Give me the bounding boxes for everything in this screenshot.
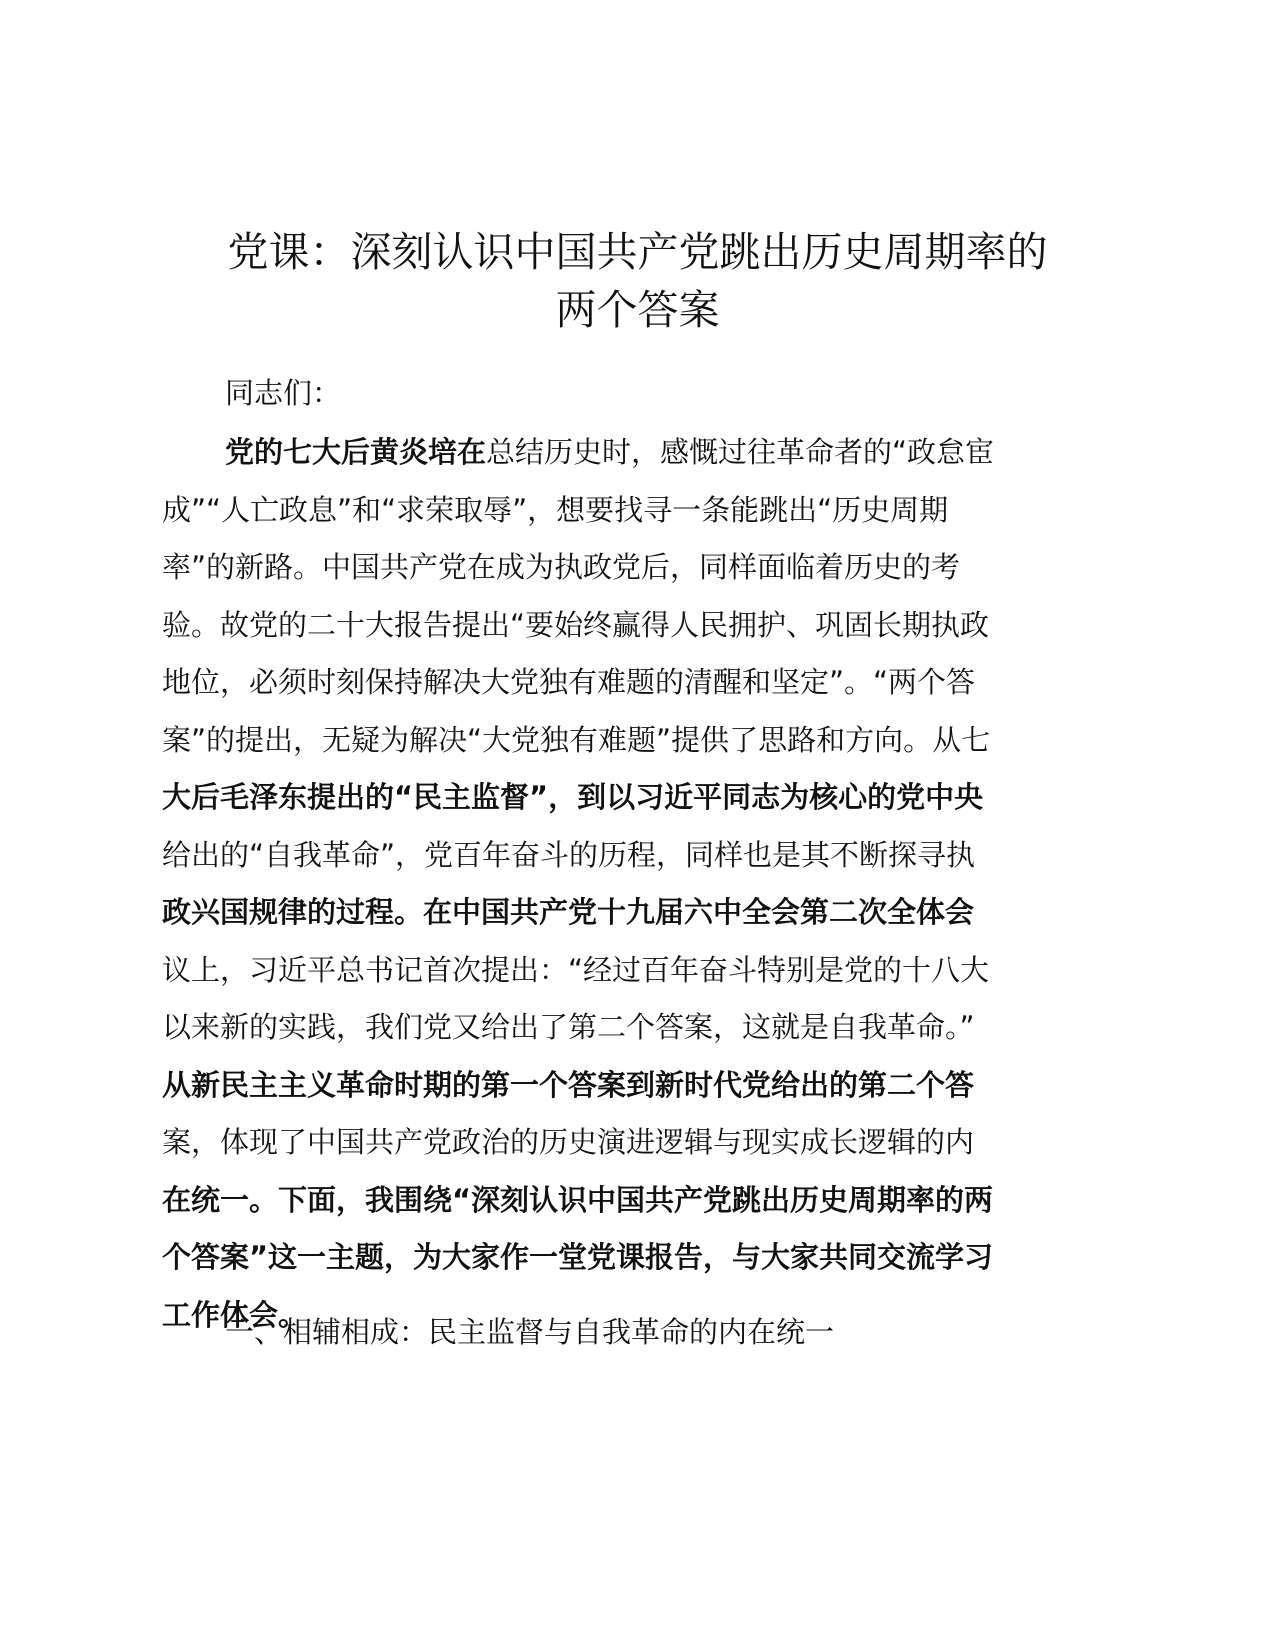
paragraph-line: 以来新的实践，我们党又给出了第二个答案，这就是自我革命。” bbox=[162, 1010, 975, 1044]
paragraph-line: 从新民主主义革命时期的第一个答案到新时代党给出的第二个答 bbox=[162, 1067, 975, 1102]
paragraph-line: 大后毛泽东提出的“民主监督”，到以习近平同志为核心的党中央 bbox=[162, 780, 984, 814]
section-heading: 一、相辅相成：民主监督与自我革命的内在统一 bbox=[225, 1315, 835, 1349]
greeting: 同志们： bbox=[225, 376, 342, 410]
paragraph-line: 个答案”这一主题，为大家作一堂党课报告，与大家共同交流学习 bbox=[162, 1240, 994, 1274]
paragraph-line: 率”的新路。中国共产党在成为执政党后，同样面临着历史的考 bbox=[162, 550, 961, 584]
paragraph-line: 政兴国规律的过程。在中国共产党十九届六中全会第二次全体会 bbox=[162, 895, 975, 929]
paragraph-line: 案”的提出，无疑为解决“大党独有难题”提供了思路和方向。从七 bbox=[162, 722, 991, 757]
paragraph-line: 地位，必须时刻保持解决大党独有难题的清醒和坚定”。“两个答 bbox=[162, 665, 976, 699]
paragraph-line: 党的七大后黄炎培在总结历史时，感慨过往革命者的“政怠宦 bbox=[225, 435, 995, 469]
paragraph-line: 议上，习近平总书记首次提出：“经过百年奋斗特别是党的十八大 bbox=[162, 952, 990, 987]
paragraph-line: 给出的“自我革命”，党百年奋斗的历程，同样也是其不断探寻执 bbox=[162, 837, 976, 872]
paragraph-line: 验。故党的二十大报告提出“要始终赢得人民拥护、巩固长期执政 bbox=[162, 607, 990, 642]
document-title-line-2: 两个答案 bbox=[555, 286, 720, 334]
paragraph-line: 工作体会。 bbox=[162, 1297, 308, 1332]
paragraph-line: 案，体现了中国共产党政治的历史演进逻辑与现实成长逻辑的内 bbox=[162, 1125, 975, 1159]
document-title-line-1: 党课：深刻认识中国共产党跳出历史周期率的 bbox=[227, 228, 1048, 276]
paragraph-line: 在统一。下面，我围绕“深刻认识中国共产党跳出历史周期率的两 bbox=[162, 1182, 994, 1217]
body-paragraph bbox=[162, 424, 1122, 1344]
paragraph-line: 成”“人亡政息”和“求荣取辱”，想要找寻一条能跳出“历史周期 bbox=[162, 492, 949, 527]
